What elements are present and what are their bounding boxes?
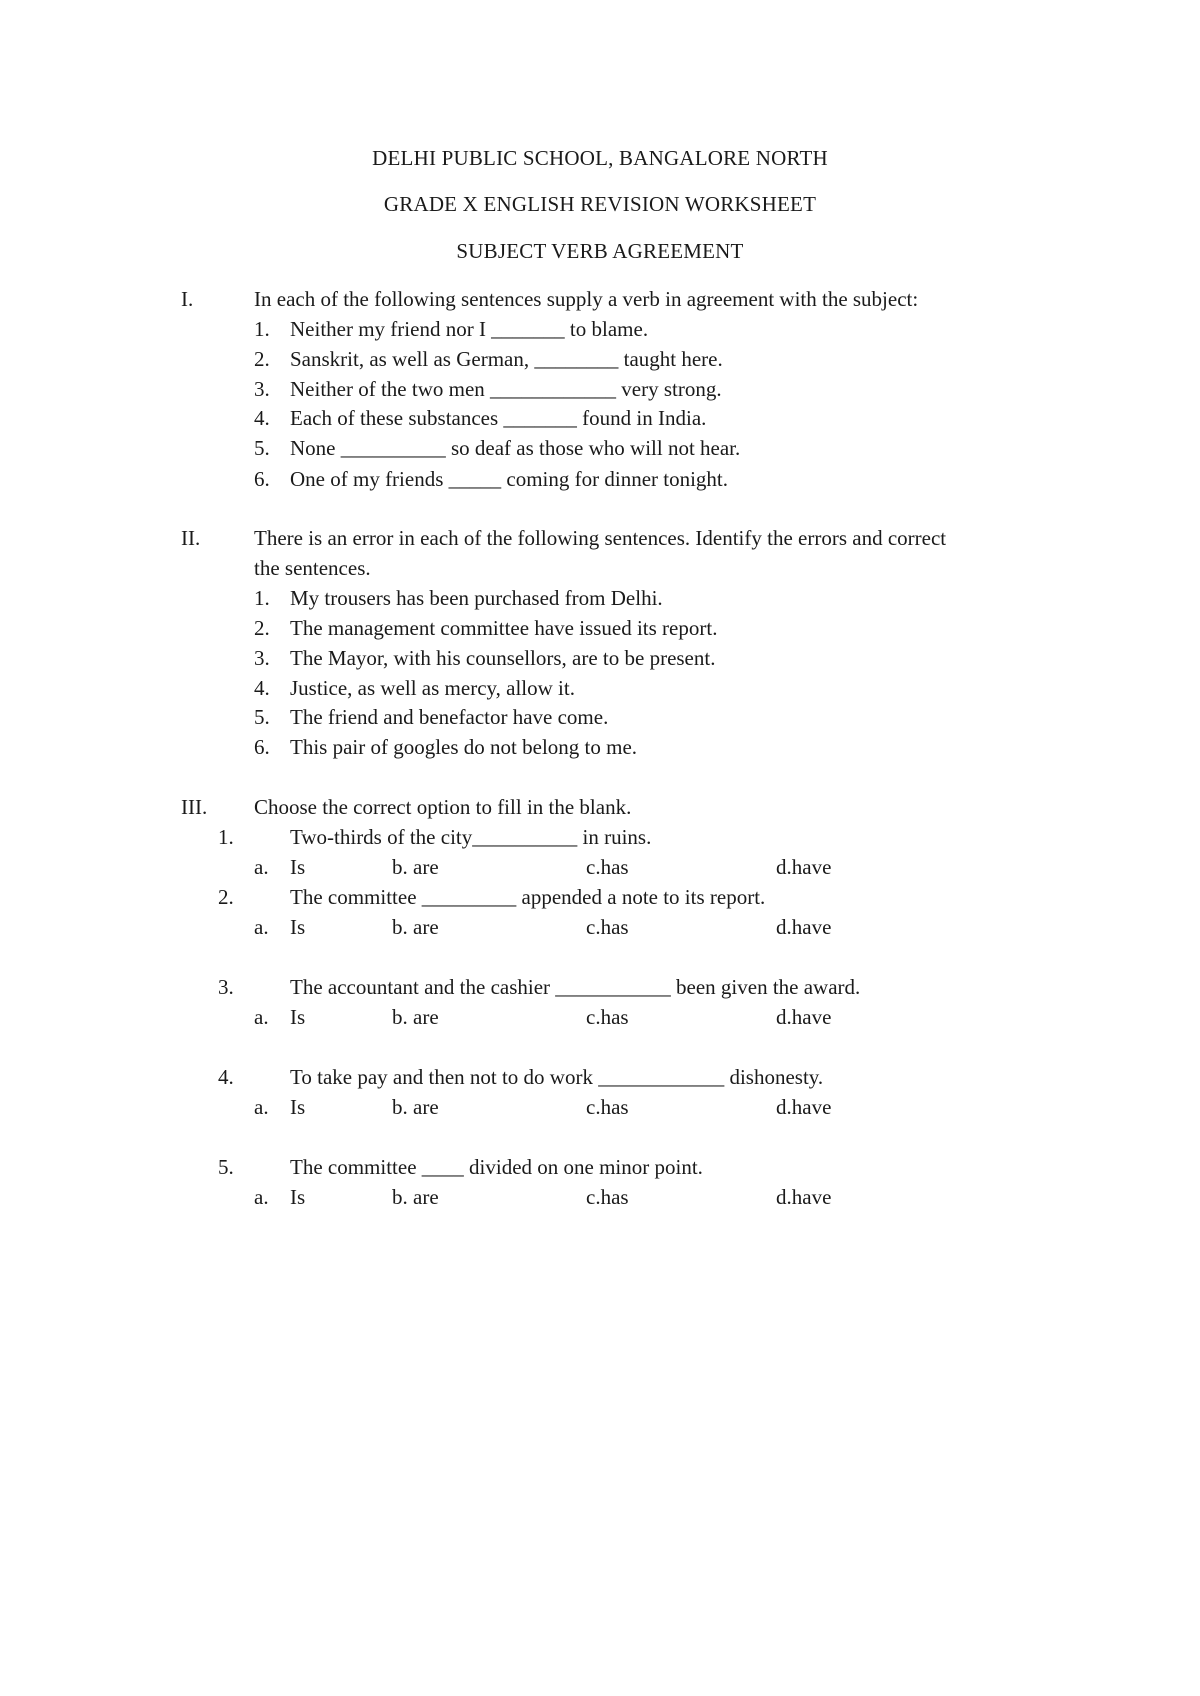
s2-item-text: Justice, as well as mercy, allow it.	[290, 676, 575, 700]
option-d: d.have	[776, 855, 832, 879]
s3-question-text: The accountant and the cashier ___________ been given the award.	[290, 975, 861, 999]
s2-item-num: 6.	[254, 735, 270, 759]
section-2-numeral: II.	[181, 526, 201, 550]
s1-item-text: Sanskrit, as well as German, ________ taught here.	[290, 347, 723, 371]
s3-question-text: The committee _________ appended a note to its report.	[290, 885, 766, 909]
section-1-instruction: In each of the following sentences supply a verb in agreement with the subject:	[254, 287, 919, 311]
section-3-numeral: III.	[181, 795, 208, 819]
option-d: d.have	[776, 1185, 832, 1209]
option-c: c.has	[586, 855, 629, 879]
option-b: b. are	[392, 1005, 439, 1029]
s1-item-text: Neither my friend nor I _______ to blame.	[290, 317, 649, 341]
s2-item-text: My trousers has been purchased from Delhi.	[290, 586, 663, 610]
option-a-label: a.	[254, 1095, 269, 1119]
option-a-text: Is	[290, 1185, 306, 1209]
s1-item-text: Neither of the two men ____________ very strong.	[290, 377, 722, 401]
s2-item-num: 1.	[254, 586, 270, 610]
s2-item-text: The management committee have issued its report.	[290, 616, 718, 640]
s1-item-num: 2.	[254, 347, 270, 371]
s2-item-num: 2.	[254, 616, 270, 640]
option-c: c.has	[586, 1005, 629, 1029]
s3-question-num: 3.	[218, 975, 234, 999]
s3-question-num: 5.	[218, 1155, 234, 1179]
section-2-instruction-line-1: There is an error in each of the following sentences. Identify the errors and correct	[254, 526, 947, 550]
s3-question-num: 1.	[218, 825, 234, 849]
option-a-text: Is	[290, 1005, 306, 1029]
s3-question-num: 2.	[218, 885, 234, 909]
s1-item-text: None __________ so deaf as those who will not hear.	[290, 436, 741, 460]
option-d: d.have	[776, 915, 832, 939]
s2-item-num: 3.	[254, 646, 270, 670]
s2-item-num: 4.	[254, 676, 270, 700]
topic-title: SUBJECT VERB AGREEMENT	[456, 239, 744, 263]
section-1-numeral: I.	[181, 287, 194, 311]
option-a-label: a.	[254, 915, 269, 939]
option-a-text: Is	[290, 1095, 306, 1119]
option-a-label: a.	[254, 1185, 269, 1209]
worksheet-title: GRADE X ENGLISH REVISION WORKSHEET	[383, 192, 817, 216]
s2-item-text: This pair of googles do not belong to me.	[290, 735, 638, 759]
option-a-label: a.	[254, 1005, 269, 1029]
option-b: b. are	[392, 1095, 439, 1119]
s3-question-num: 4.	[218, 1065, 234, 1089]
s2-item-text: The Mayor, with his counsellors, are to be present.	[290, 646, 716, 670]
option-c: c.has	[586, 915, 629, 939]
option-c: c.has	[586, 1185, 629, 1209]
s1-item-num: 4.	[254, 406, 270, 430]
section-2-instruction-line-2: the sentences.	[254, 556, 371, 580]
s1-item-num: 6.	[254, 467, 270, 491]
s3-question-text: To take pay and then not to do work ____________ dishonesty.	[290, 1065, 824, 1089]
option-b: b. are	[392, 1185, 439, 1209]
school-name: DELHI PUBLIC SCHOOL, BANGALORE NORTH	[372, 146, 828, 170]
s1-item-num: 5.	[254, 436, 270, 460]
option-d: d.have	[776, 1095, 832, 1119]
s3-question-text: The committee ____ divided on one minor point.	[290, 1155, 703, 1179]
option-d: d.have	[776, 1005, 832, 1029]
s1-item-num: 1.	[254, 317, 270, 341]
s2-item-num: 5.	[254, 705, 270, 729]
s1-item-num: 3.	[254, 377, 270, 401]
option-a-text: Is	[290, 855, 306, 879]
s1-item-text: One of my friends _____ coming for dinner tonight.	[290, 467, 729, 491]
option-a-text: Is	[290, 915, 306, 939]
s1-item-text: Each of these substances _______ found in India.	[290, 406, 707, 430]
option-b: b. are	[392, 855, 439, 879]
section-3-instruction: Choose the correct option to fill in the blank.	[254, 795, 632, 819]
s2-item-text: The friend and benefactor have come.	[290, 705, 609, 729]
option-b: b. are	[392, 915, 439, 939]
option-a-label: a.	[254, 855, 269, 879]
option-c: c.has	[586, 1095, 629, 1119]
s3-question-text: Two-thirds of the city__________ in ruins.	[290, 825, 652, 849]
